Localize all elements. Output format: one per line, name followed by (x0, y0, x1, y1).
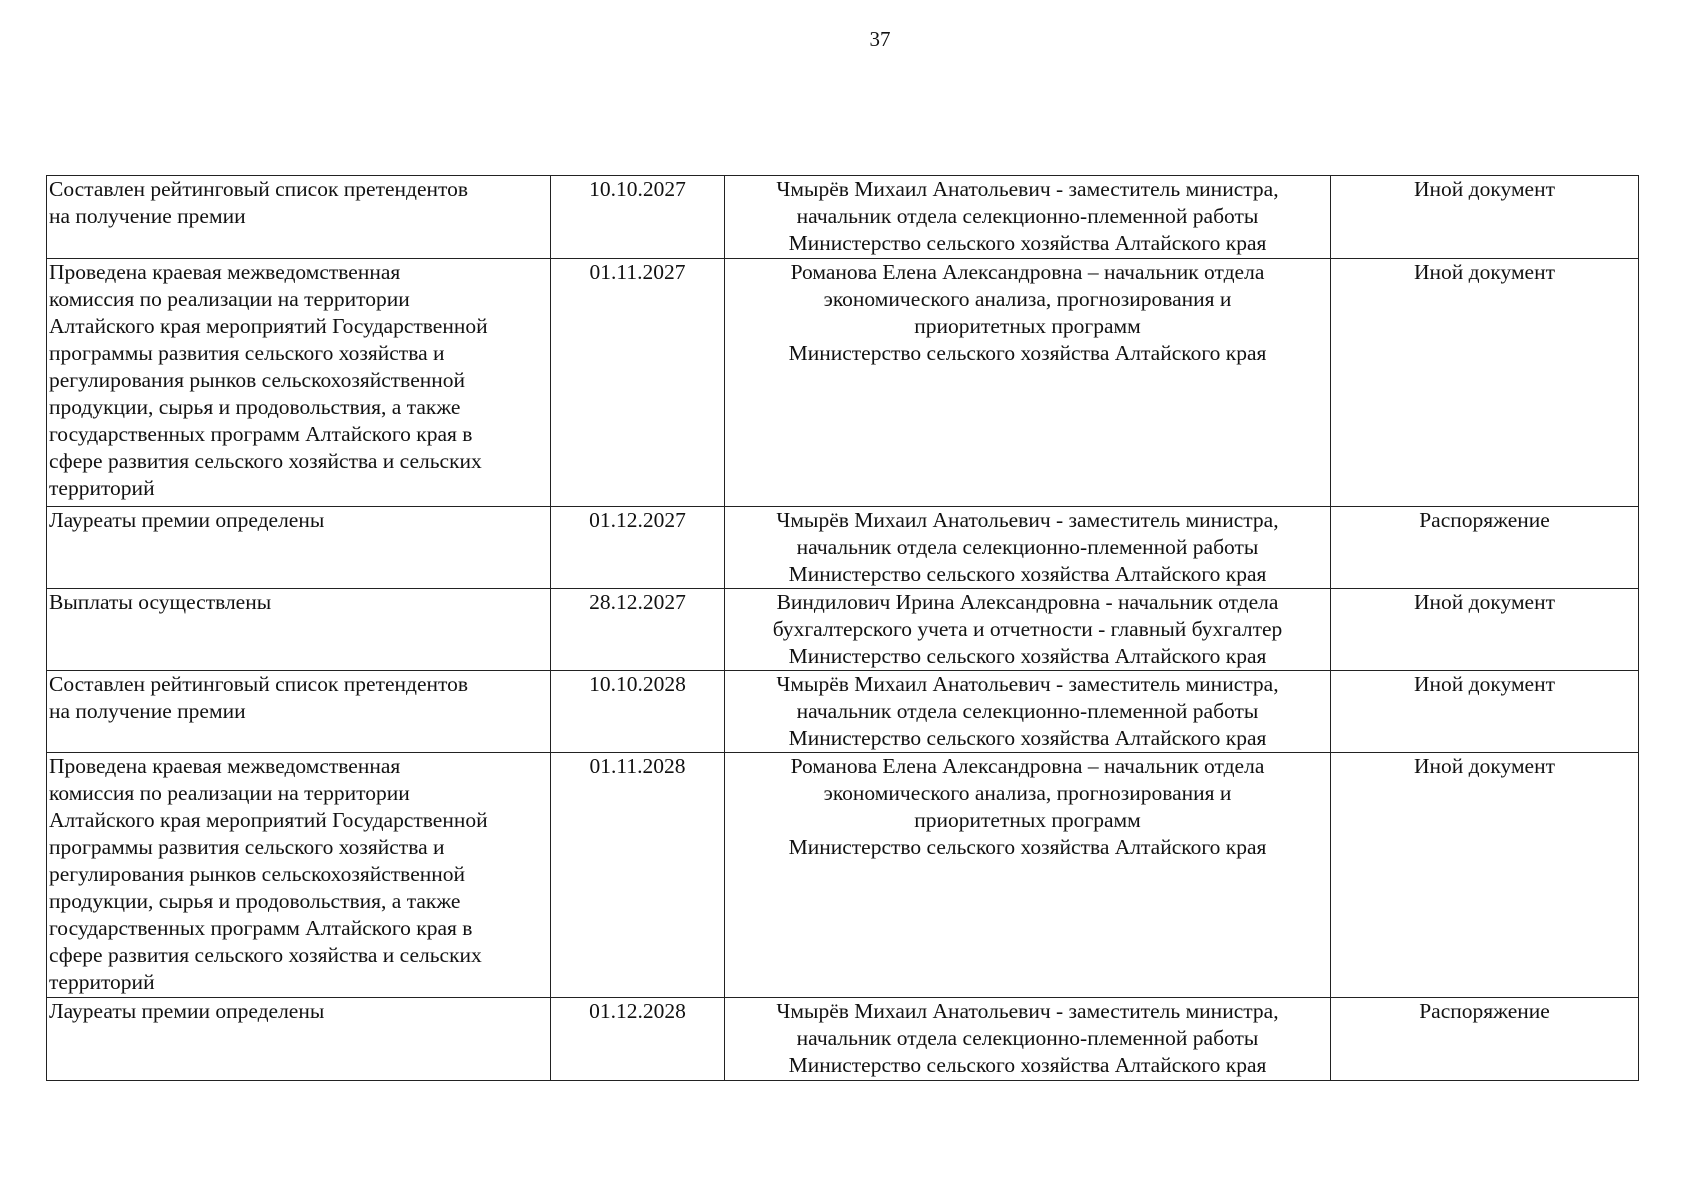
event-line: комиссия по реализации на территории (49, 287, 410, 311)
event-line: территорий (49, 476, 155, 500)
responsible-cell (725, 671, 1331, 753)
responsible-cell (725, 259, 1331, 507)
table-row (47, 589, 1639, 671)
event-line: Лауреаты премии определены (49, 999, 325, 1023)
table-row (47, 753, 1639, 998)
document-type-cell: Иной документ (1331, 176, 1639, 259)
event-line: на получение премии (49, 204, 246, 228)
date-cell: 10.10.2027 (551, 176, 725, 259)
responsible-cell (725, 753, 1331, 998)
responsible-line: приоритетных программ (914, 808, 1141, 832)
event-line: Лауреаты премии определены (49, 508, 325, 532)
event-line: программы развития сельского хозяйства и (49, 341, 445, 365)
responsible-line: экономического анализа, прогнозирования и (823, 781, 1232, 805)
event-line: регулирования рынков сельскохозяйственной (49, 368, 466, 392)
document-type-cell: Иной документ (1331, 589, 1639, 671)
responsible-line: Министерство сельского хозяйства Алтайского края (788, 644, 1267, 668)
event-line: Проведена краевая межведомственная (49, 260, 401, 284)
document-type-cell: Распоряжение (1331, 998, 1639, 1081)
event-line: на получение премии (49, 699, 246, 723)
event-line: сфере развития сельского хозяйства и сельских (49, 943, 482, 967)
responsible-line: бухгалтерского учета и отчетности - главный бухгалтер (772, 617, 1283, 641)
responsible-line: Министерство сельского хозяйства Алтайского края (788, 341, 1267, 365)
table-row (47, 998, 1639, 1081)
responsible-line: Министерство сельского хозяйства Алтайского края (788, 562, 1267, 586)
date-cell: 01.12.2028 (551, 998, 725, 1081)
event-cell (47, 671, 551, 753)
event-line: сфере развития сельского хозяйства и сельских (49, 449, 482, 473)
event-line: Алтайского края мероприятий Государственной (49, 808, 488, 832)
responsible-cell (725, 507, 1331, 589)
date-cell: 28.12.2027 (551, 589, 725, 671)
event-cell (47, 589, 551, 671)
responsible-line: начальник отдела селекционно-племенной работы (796, 535, 1259, 559)
table-row (47, 259, 1639, 507)
responsible-line: Романова Елена Александровна – начальник отдела (790, 754, 1265, 778)
event-line: территорий (49, 970, 155, 994)
event-line: регулирования рынков сельскохозяйственной (49, 862, 466, 886)
page-number: 37 (869, 27, 891, 51)
responsible-line: Министерство сельского хозяйства Алтайского края (788, 726, 1267, 750)
responsible-line: начальник отдела селекционно-племенной работы (796, 1026, 1259, 1050)
event-line: Алтайского края мероприятий Государственной (49, 314, 488, 338)
schedule-table (46, 175, 1639, 1081)
event-cell (47, 259, 551, 507)
responsible-line: Виндилович Ирина Александровна - начальник отдела (776, 590, 1279, 614)
event-line: Составлен рейтинговый список претендентов (49, 672, 469, 696)
date-cell: 01.11.2028 (551, 753, 725, 998)
responsible-cell (725, 998, 1331, 1081)
event-cell (47, 176, 551, 259)
responsible-line: экономического анализа, прогнозирования и (823, 287, 1232, 311)
date-cell: 10.10.2028 (551, 671, 725, 753)
schedule-table-body (47, 176, 1639, 1081)
event-line: Составлен рейтинговый список претендентов (49, 177, 469, 201)
document-type-cell: Распоряжение (1331, 507, 1639, 589)
event-cell (47, 507, 551, 589)
responsible-line: начальник отдела селекционно-племенной работы (796, 204, 1259, 228)
responsible-line: Романова Елена Александровна – начальник отдела (790, 260, 1265, 284)
table-row (47, 507, 1639, 589)
event-line: программы развития сельского хозяйства и (49, 835, 445, 859)
responsible-line: приоритетных программ (914, 314, 1141, 338)
event-cell (47, 753, 551, 998)
responsible-line: Чмырёв Михаил Анатольевич - заместитель министра, (776, 508, 1279, 532)
date-cell: 01.11.2027 (551, 259, 725, 507)
responsible-line: начальник отдела селекционно-племенной работы (796, 699, 1259, 723)
document-type-cell: Иной документ (1331, 753, 1639, 998)
event-line: государственных программ Алтайского края в (49, 916, 473, 940)
responsible-cell (725, 176, 1331, 259)
responsible-line: Министерство сельского хозяйства Алтайского края (788, 231, 1267, 255)
table-row (47, 671, 1639, 753)
event-cell (47, 998, 551, 1081)
document-type-cell: Иной документ (1331, 259, 1639, 507)
event-line: Выплаты осуществлены (49, 590, 272, 614)
date-cell: 01.12.2027 (551, 507, 725, 589)
responsible-cell (725, 589, 1331, 671)
event-line: государственных программ Алтайского края в (49, 422, 473, 446)
responsible-line: Чмырёв Михаил Анатольевич - заместитель министра, (776, 177, 1279, 201)
event-line: Проведена краевая межведомственная (49, 754, 401, 778)
responsible-line: Министерство сельского хозяйства Алтайского края (788, 1053, 1267, 1077)
responsible-line: Министерство сельского хозяйства Алтайского края (788, 835, 1267, 859)
event-line: продукции, сырья и продовольствия, а также (49, 395, 461, 419)
event-line: комиссия по реализации на территории (49, 781, 410, 805)
table-row (47, 176, 1639, 259)
event-line: продукции, сырья и продовольствия, а также (49, 889, 461, 913)
responsible-line: Чмырёв Михаил Анатольевич - заместитель министра, (776, 999, 1279, 1023)
responsible-line: Чмырёв Михаил Анатольевич - заместитель министра, (776, 672, 1279, 696)
document-type-cell: Иной документ (1331, 671, 1639, 753)
